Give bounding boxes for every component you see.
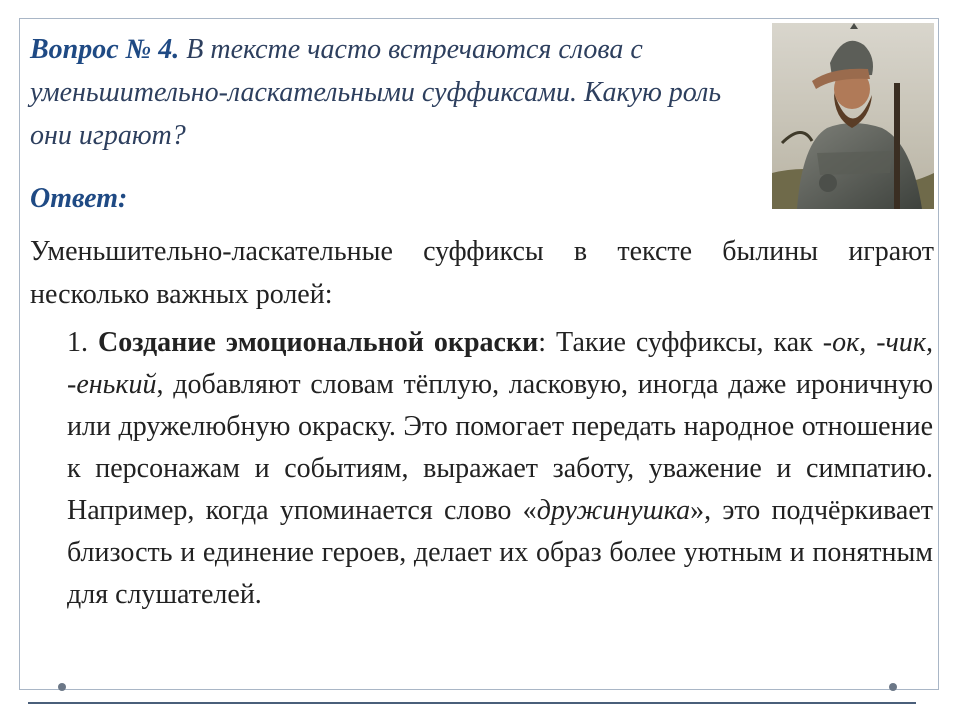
list-item-number: 1. — [67, 327, 99, 358]
list-item-text-c: », это подчёркивает близость и единение героев, делает их образ более уютным и понятным для слушателей. — [67, 495, 933, 610]
bullet-dot-left — [58, 683, 66, 691]
bottom-divider — [28, 702, 916, 704]
list-item-text-b: , добавляют словам тёплую, ласковую, иногда даже ироничную или дружелюбную окраску. Это помогает передать народное отношение к персонажам и событиям, выражает заботу, уважение и симпатию. Например, когда упоминается слово « — [67, 369, 933, 526]
list-item-text-a: : Такие суффиксы, как — [538, 327, 823, 358]
question-text: В тексте часто встречаются слова с уменьшительно-ласкательными суффиксами. Какую роль они играют? — [30, 34, 722, 151]
list-item-emotional-coloring — [67, 322, 933, 616]
question-block — [30, 28, 765, 157]
answer-intro: Уменьшительно-ласкательные суффиксы в тексте былины играют несколько важных ролей: — [30, 236, 934, 310]
answer-label: Ответ: — [30, 183, 128, 214]
word-example: дружинушка — [536, 495, 691, 526]
question-label: Вопрос № 4. — [30, 34, 180, 65]
bullet-dot-right — [889, 683, 897, 691]
bogatyr-painting — [772, 23, 934, 209]
suffix-examples: -ок, -чик, -енький — [67, 327, 933, 400]
list-item-title: Создание эмоциональной окраски — [98, 327, 539, 358]
